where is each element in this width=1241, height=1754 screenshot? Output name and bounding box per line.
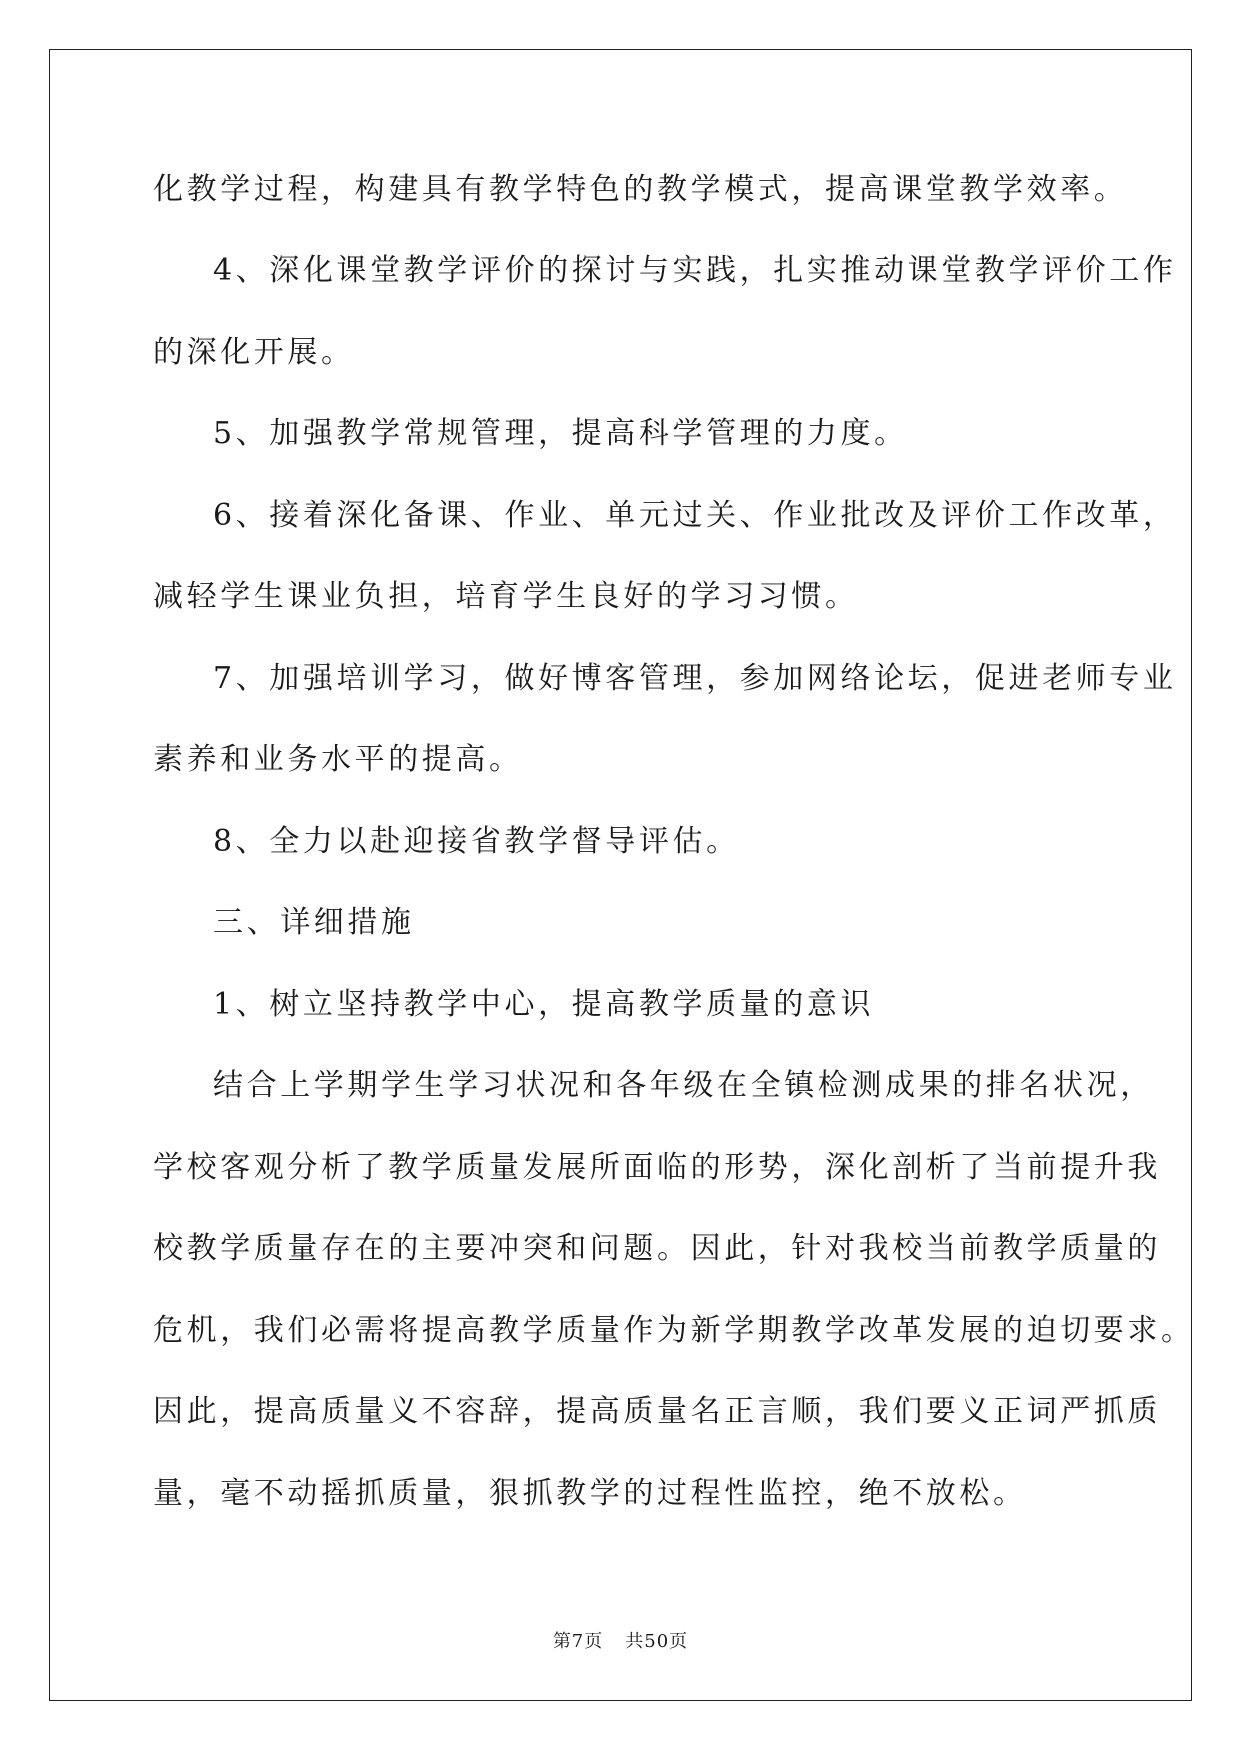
section-heading: 三、详细措施 <box>213 905 415 940</box>
body-text-line: 7、加强培训学习，做好博客管理，参加网络论坛，促进老师专业 <box>213 661 1177 696</box>
body-text-line: 化教学过程，构建具有教学特色的教学模式，提高课堂教学效率。 <box>153 172 1128 207</box>
body-text-line: 减轻学生课业负担，培育学生良好的学习习惯。 <box>153 579 859 614</box>
body-text-line: 6、接着深化备课、作业、单元过关、作业批改及评价工作改革， <box>213 498 1177 533</box>
subsection-heading: 1、树立坚持教学中心，提高教学质量的意识 <box>213 987 875 1022</box>
page-footer <box>0 1630 1241 1654</box>
body-text-line: 的深化开展。 <box>153 335 355 370</box>
body-text-line: 危机，我们必需将提高教学质量作为新学期教学改革发展的迫切要求。 <box>153 1313 1195 1348</box>
body-text-line: 素养和业务水平的提高。 <box>153 742 523 777</box>
body-text-line: 学校客观分析了教学质量发展所面临的形势，深化剖析了当前提升我 <box>153 1150 1161 1185</box>
page-number: 第7页 <box>552 1631 604 1652</box>
body-text-line: 5、加强教学常规管理，提高科学管理的力度。 <box>213 416 908 451</box>
body-text-line: 结合上学期学生学习状况和各年级在全镇检测成果的排名状况， <box>213 1068 1154 1103</box>
body-text-line: 8、全力以赴迎接省教学督导评估。 <box>213 824 740 859</box>
body-text-line: 量，毫不动摇抓质量，狠抓教学的过程性监控，绝不放松。 <box>153 1476 1027 1511</box>
body-text-line: 校教学质量存在的主要冲突和问题。因此，针对我校当前教学质量的 <box>153 1231 1161 1266</box>
body-text-line: 4、深化课堂教学评价的探讨与实践，扎实推动课堂教学评价工作 <box>213 253 1177 288</box>
page-border <box>49 49 1192 1701</box>
page-total: 共50页 <box>625 1631 689 1652</box>
body-text-line: 因此，提高质量义不容辞，提高质量名正言顺，我们要义正词严抓质 <box>153 1394 1161 1429</box>
